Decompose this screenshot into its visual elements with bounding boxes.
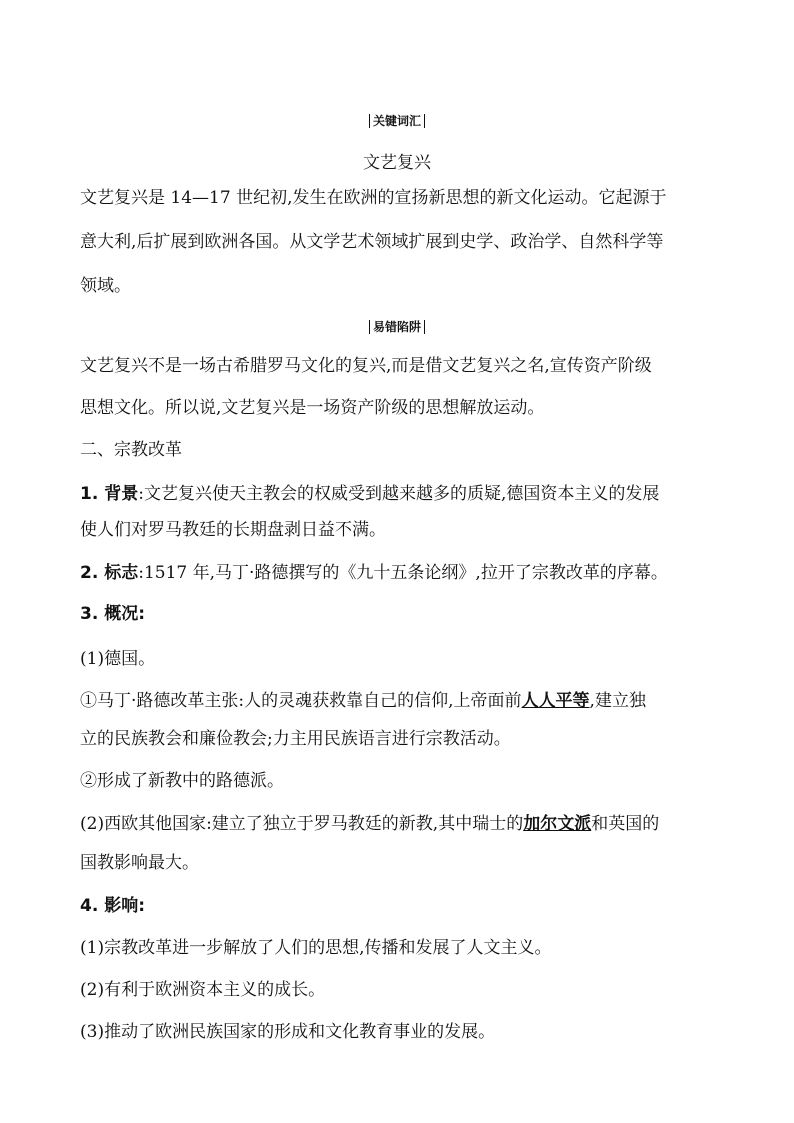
symbol-label: 2. 标志 <box>80 563 139 583</box>
paragraph-line: (1)德国。 <box>80 649 156 669</box>
paragraph-line: 意大利,后扩展到欧洲各国。从文学艺术领域扩展到史学、政治学、自然科学等 <box>80 232 664 252</box>
overview-line <box>80 603 720 625</box>
paragraph-line: 文艺复兴是 14—17 世纪初,发生在欧洲的宣扬新思想的新文化运动。它起源于 <box>80 188 667 208</box>
impact-line <box>80 895 720 917</box>
west-line <box>80 813 720 835</box>
section-title: 文艺复兴 <box>363 153 431 173</box>
west-text: (2)西欧其他国家:建立了独立于罗马教廷的新教,其中瑞士的 <box>80 814 524 834</box>
symbol-text: :1517 年,马丁·路德撰写的《九十五条论纲》,拉开了宗教改革的序幕。 <box>138 563 668 583</box>
luther-text-tail: ,建立独 <box>589 691 646 711</box>
paragraph-line: 文艺复兴不是一场古希腊罗马文化的复兴,而是借文艺复兴之名,宣传资产阶级 <box>80 356 652 376</box>
impact-label: 4. 影响 <box>80 896 139 916</box>
keyword-tag <box>0 114 794 128</box>
luther-text: ①马丁·路德改革主张:人的灵魂获救靠自己的信仰,上帝面前 <box>80 691 522 711</box>
key-term-equality: 人人平等 <box>521 691 590 711</box>
section-heading: 二、宗教改革 <box>80 440 182 460</box>
background-line <box>80 483 720 505</box>
key-term-calvinism: 加尔文派 <box>523 814 592 834</box>
overview-label: 3. 概况 <box>80 604 139 624</box>
symbol-line <box>80 562 720 584</box>
impact-colon: : <box>138 896 146 916</box>
luther-line <box>80 690 720 712</box>
paragraph-line: ②形成了新教中的路德派。 <box>80 771 284 791</box>
paragraph-line: 领域。 <box>80 276 131 296</box>
overview-colon: : <box>138 604 146 624</box>
west-text-tail: 和英国的 <box>591 814 660 834</box>
paragraph-line: 立的民族教会和廉俭教会;力主用民族语言进行宗教活动。 <box>80 729 511 749</box>
pitfall-tag <box>0 320 794 334</box>
background-label: 1. 背景 <box>80 484 139 504</box>
impact-item: (3)推动了欧洲民族国家的形成和文化教育事业的发展。 <box>80 1022 496 1042</box>
background-text: :文艺复兴使天主教会的权威受到越来越多的质疑,德国资本主义的发展 <box>138 484 660 504</box>
impact-item: (2)有利于欧洲资本主义的成长。 <box>80 980 326 1000</box>
paragraph-line: 国教影响最大。 <box>80 853 199 873</box>
pitfall-tag-label: 易错陷阱 <box>369 320 425 334</box>
keyword-tag-label: 关键词汇 <box>369 114 425 128</box>
paragraph-line: 思想文化。所以说,文艺复兴是一场资产阶级的思想解放运动。 <box>80 398 545 418</box>
impact-item: (1)宗教改革进一步解放了人们的思想,传播和发展了人文主义。 <box>80 938 552 958</box>
paragraph-line: 使人们对罗马教廷的长期盘剥日益不满。 <box>80 520 386 540</box>
